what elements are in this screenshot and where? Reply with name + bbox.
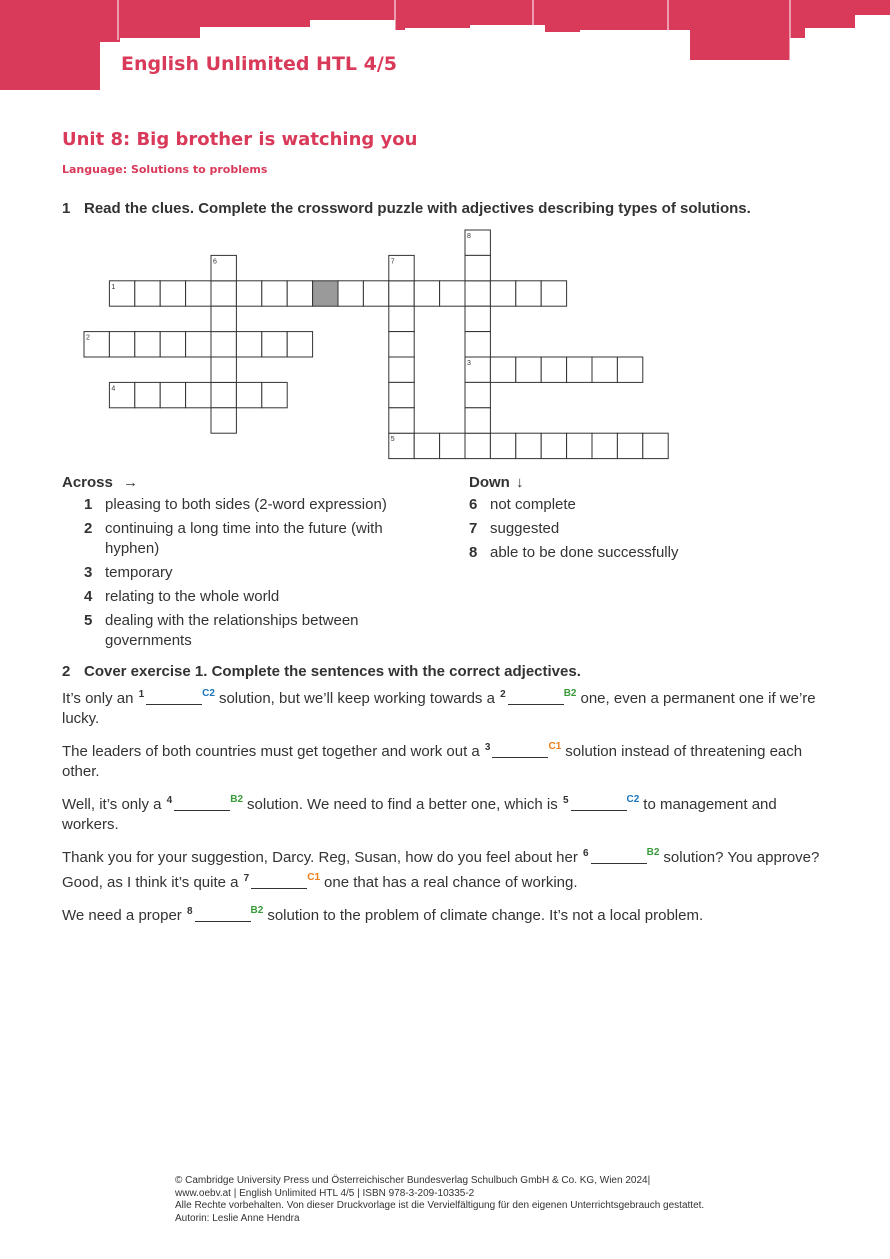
clue-number: 6 [469, 496, 478, 513]
blank-number: 4 [166, 795, 173, 806]
crossword-cell[interactable] [592, 357, 617, 382]
exercise-1-heading [62, 200, 751, 217]
down-clues [469, 474, 799, 567]
crossword-cell[interactable] [414, 433, 439, 458]
clue-text: suggested [490, 520, 560, 537]
crossword-cell[interactable] [236, 332, 261, 357]
crossword-cell[interactable] [338, 281, 363, 306]
clue-number: 7 [469, 520, 478, 537]
right-arrow-icon: → [123, 474, 139, 491]
clue-number: 8 [469, 544, 478, 561]
answer-blank[interactable] [508, 690, 564, 705]
across-heading [62, 474, 402, 491]
crossword-cell[interactable] [389, 255, 414, 280]
crossword-cell[interactable] [541, 433, 566, 458]
crossword-cell[interactable] [262, 281, 287, 306]
crossword-cell[interactable] [643, 433, 668, 458]
sentence-text: solution, but we’ll keep working towards a [218, 690, 500, 707]
clue-text: relating to the whole world [105, 588, 280, 605]
sentence-text: solution to the problem of climate change. It’s not a local problem. [267, 907, 704, 924]
sentence-text: We need a proper [62, 907, 186, 924]
crossword-cell[interactable] [160, 281, 185, 306]
crossword-cell[interactable] [567, 433, 592, 458]
crossword-cell[interactable] [541, 357, 566, 382]
footer-line: Autorin: Leslie Anne Hendra [175, 1212, 300, 1224]
language-focus: Language: Solutions to problems [62, 163, 268, 176]
crossword-cell[interactable] [389, 408, 414, 433]
crossword-cell[interactable] [567, 357, 592, 382]
crossword-cell[interactable] [440, 433, 465, 458]
sentence-text: solution instead of threatening each other. [62, 743, 803, 780]
exercise-2-heading [62, 663, 581, 680]
down-arrow-icon: ↓ [516, 474, 524, 491]
blank-number: 2 [500, 689, 506, 700]
crossword-cell[interactable] [160, 382, 185, 407]
crossword-cell[interactable] [160, 332, 185, 357]
crossword-cell[interactable] [363, 281, 388, 306]
crossword-cell[interactable] [592, 433, 617, 458]
level-badge: C1 [307, 872, 321, 883]
crossword-cell[interactable] [389, 281, 414, 306]
crossword-cell[interactable] [414, 281, 439, 306]
clue-text: pleasing to both sides (2-word expression) [105, 496, 387, 513]
crossword-cell[interactable] [109, 332, 134, 357]
sentence-text: Thank you for your suggestion, Darcy. Reg, Susan, how do you feel about her [62, 849, 583, 866]
crossword-cell[interactable] [490, 357, 515, 382]
crossword-cell[interactable] [490, 433, 515, 458]
clue-item [84, 587, 402, 607]
crossword-cell[interactable] [262, 382, 287, 407]
crossword-cell[interactable] [465, 357, 490, 382]
sentence [62, 684, 832, 729]
crossword-cell[interactable] [465, 230, 490, 255]
crossword-cell[interactable] [186, 382, 211, 407]
cell-number: 7 [390, 258, 395, 266]
crossword-cell[interactable] [236, 382, 261, 407]
crossword-cell[interactable] [389, 357, 414, 382]
clue-number: 3 [84, 564, 93, 581]
cell-number: 3 [467, 360, 471, 367]
exercise-instruction: Cover exercise 1. Complete the sentences with the correct adjectives. [84, 663, 581, 680]
cell-number: 6 [213, 258, 217, 266]
crossword-cell[interactable] [211, 382, 236, 407]
crossword-cell[interactable] [465, 255, 490, 280]
crossword-cell[interactable] [211, 306, 236, 331]
crossword-cell[interactable] [211, 255, 236, 280]
blank-number: 1 [138, 689, 145, 700]
crossword-cell[interactable] [490, 281, 515, 306]
footer-line: Alle Rechte vorbehalten. Von dieser Druckvorlage ist die Vervielfältigung für den eigenen Unterrichtsgebrauch gestattet. [175, 1200, 705, 1211]
clue-item [469, 519, 799, 539]
crossword-cell[interactable] [516, 357, 541, 382]
crossword-cell[interactable] [186, 281, 211, 306]
crossword-cell[interactable] [135, 281, 160, 306]
blank-number: 6 [583, 848, 589, 859]
cell-number: 8 [467, 233, 471, 240]
clue-item [84, 495, 402, 515]
sentence-text: one, even a permanent one if we’re lucky. [62, 690, 816, 727]
clue-text: able to be done successfully [490, 544, 679, 561]
crossword-cell[interactable] [617, 433, 642, 458]
footer-line: © Cambridge University Press und Österreichischer Bundesverlag Schulbuch GmbH & Co. KG, Wien 2024| [175, 1175, 651, 1186]
answer-blank[interactable] [571, 796, 627, 811]
clue-item [84, 563, 402, 583]
sentence [62, 737, 832, 782]
crossword-cell[interactable] [465, 332, 490, 357]
cell-number: 4 [111, 385, 116, 393]
clue-number: 1 [84, 496, 93, 513]
across-label: Across [62, 474, 113, 491]
level-badge: C1 [548, 741, 562, 752]
clue-text: dealing with the relationships between governments [105, 612, 359, 649]
crossword-cell[interactable] [236, 281, 261, 306]
blank-number: 5 [562, 795, 569, 806]
footer-line: www.oebv.at | English Unlimited HTL 4/5 | ISBN 978-3-209-10335-2 [175, 1187, 475, 1199]
brand-title: English Unlimited HTL 4/5 [121, 53, 398, 75]
sentence [62, 790, 832, 835]
sentence-text: It’s only an [62, 690, 138, 707]
sentence-text: one that has a real chance of working. [324, 874, 578, 891]
copyright-footer [175, 1175, 704, 1225]
down-label: Down [469, 474, 510, 491]
crossword-cell[interactable] [135, 332, 160, 357]
crossword-cell[interactable] [109, 382, 134, 407]
answer-blank[interactable] [174, 796, 230, 811]
shaded-cell [313, 281, 338, 306]
level-badge: B2 [250, 905, 264, 916]
clue-number: 2 [84, 520, 93, 537]
clue-item [469, 543, 799, 563]
answer-blank[interactable] [251, 874, 307, 889]
sentence [62, 901, 832, 926]
crossword-cell[interactable] [465, 306, 490, 331]
crossword-cell[interactable] [389, 332, 414, 357]
crossword-cell[interactable] [287, 281, 312, 306]
crossword-cell[interactable] [465, 433, 490, 458]
crossword-cell[interactable] [465, 281, 490, 306]
down-heading [469, 474, 799, 491]
clue-item [84, 611, 402, 651]
crossword-cell[interactable] [516, 433, 541, 458]
blank-number: 8 [186, 906, 193, 917]
clue-item [469, 495, 799, 515]
crossword-cell[interactable] [541, 281, 566, 306]
across-clues [62, 474, 402, 655]
cell-number: 5 [390, 436, 395, 444]
sentence-text: to management and workers. [62, 796, 777, 833]
level-badge: C2 [202, 688, 215, 699]
sentence-list [62, 684, 832, 934]
clue-text: continuing a long time into the future (with hyphen) [105, 520, 383, 557]
crossword-cell[interactable] [109, 281, 134, 306]
clue-text: not complete [490, 496, 576, 513]
sentence-text: solution? You approve? Good, as I think it’s quite a [62, 849, 820, 891]
level-badge: B2 [563, 688, 577, 699]
sentence [62, 843, 832, 893]
cell-number: 1 [111, 283, 116, 291]
crossword-cell[interactable] [211, 332, 236, 357]
sentence-text: The leaders of both countries must get together and work out a [62, 743, 484, 760]
exercise-instruction: Read the clues. Complete the crossword puzzle with adjectives describing types of solutions. [84, 200, 751, 217]
crossword-cell[interactable] [389, 382, 414, 407]
crossword-cell[interactable] [516, 281, 541, 306]
unit-title: Unit 8: Big brother is watching you [62, 129, 418, 150]
crossword-cell[interactable] [84, 332, 109, 357]
crossword-cell[interactable] [262, 332, 287, 357]
crossword-cell[interactable] [389, 433, 414, 458]
blank-number: 7 [243, 873, 250, 884]
clue-text: temporary [105, 564, 173, 581]
crossword-cell[interactable] [389, 306, 414, 331]
exercise-number: 2 [62, 663, 71, 680]
clue-number: 4 [84, 588, 93, 605]
blank-number: 3 [484, 742, 491, 753]
crossword-cell[interactable] [211, 357, 236, 382]
crossword-cell[interactable] [287, 332, 312, 357]
answer-blank[interactable] [146, 690, 202, 705]
level-badge: C2 [626, 794, 640, 805]
exercise-number: 1 [62, 200, 71, 217]
answer-blank[interactable] [492, 743, 548, 758]
crossword-cell[interactable] [135, 382, 160, 407]
clue-number: 5 [84, 612, 93, 629]
crossword-cell[interactable] [465, 408, 490, 433]
header-banner [0, 0, 890, 95]
answer-blank[interactable] [195, 907, 251, 922]
answer-blank[interactable] [591, 849, 647, 864]
level-badge: B2 [230, 794, 244, 805]
crossword-cell[interactable] [617, 357, 642, 382]
clue-item [84, 519, 402, 559]
crossword-cell[interactable] [211, 281, 236, 306]
level-badge: B2 [646, 847, 660, 858]
crossword-cell[interactable] [440, 281, 465, 306]
crossword-cell[interactable] [211, 408, 236, 433]
crossword-cell[interactable] [465, 382, 490, 407]
sentence-text: solution. We need to find a better one, which is [247, 796, 562, 813]
sentence-text: Well, it’s only a [62, 796, 166, 813]
crossword-cell[interactable] [186, 332, 211, 357]
cell-number: 2 [86, 334, 90, 342]
